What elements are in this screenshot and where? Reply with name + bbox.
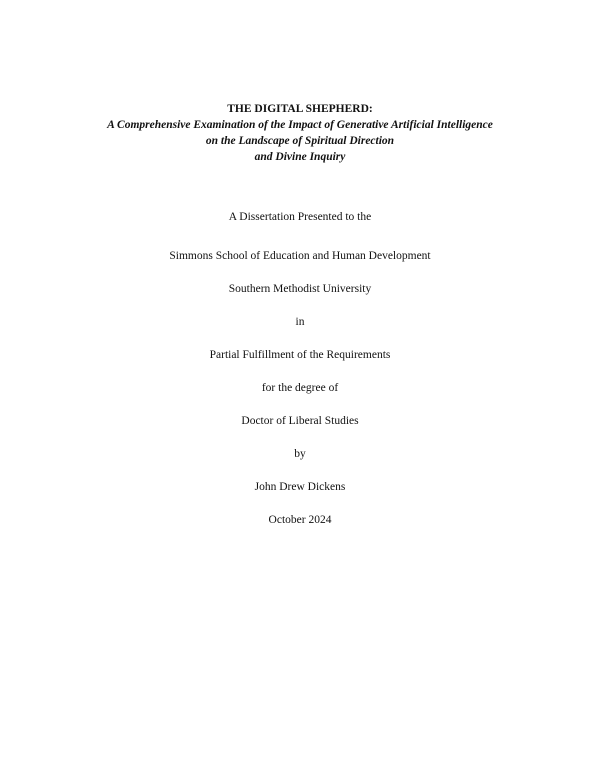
subtitle-line-2: on the Landscape of Spiritual Direction [205,135,395,147]
dissertation-title: THE DIGITAL SHEPHERD: [227,103,373,115]
university-name: Southern Methodist University [228,283,372,295]
fulfillment-line: Partial Fulfillment of the Requirements [209,349,391,361]
in-line: in [295,316,305,328]
school-name: Simmons School of Education and Human Development [169,250,431,262]
degree-name: Doctor of Liberal Studies [241,415,359,427]
degree-intro-line: for the degree of [261,382,339,394]
by-line: by [294,448,306,460]
presentation-line: A Dissertation Presented to the [228,211,372,223]
subtitle-line-1: A Comprehensive Examination of the Impact of Generative Artificial Intelligence [107,119,493,131]
submission-date: October 2024 [268,514,332,526]
subtitle-line-3: and Divine Inquiry [254,151,346,163]
author-name: John Drew Dickens [254,481,346,493]
